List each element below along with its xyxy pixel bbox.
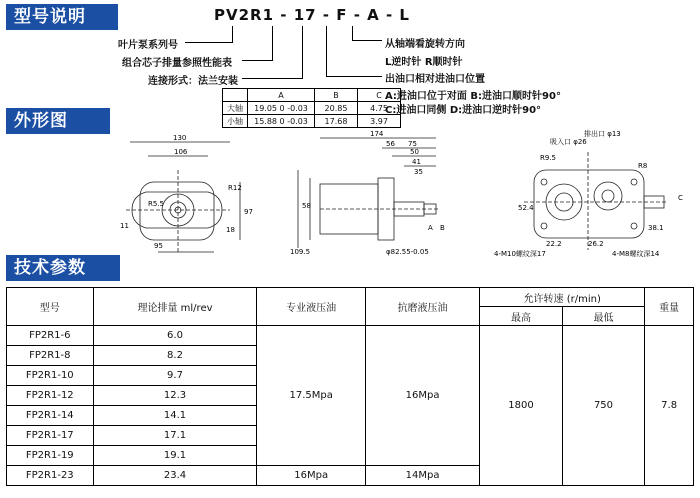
label-rotation-options: L逆时针 R顺时针: [385, 57, 463, 68]
dim-label: R5.5: [148, 200, 164, 208]
dim-label: R9.5: [540, 154, 556, 162]
header-speed-max: 最高: [480, 307, 563, 326]
dim-label: 174: [370, 130, 384, 138]
leader-line: [242, 78, 303, 79]
label-connection: 连接形式：法兰安装: [148, 76, 238, 87]
header-speed-min: 最低: [562, 307, 644, 326]
dim-label: 52.4: [518, 204, 534, 212]
label-displacement: 组合芯子排量参照性能表: [122, 58, 232, 69]
cell-speed-max: 1800: [480, 326, 563, 486]
cell-model: FP2R1-17: [7, 426, 94, 446]
dim-label: 58: [302, 202, 311, 210]
dim-label: 106: [174, 148, 188, 156]
dim-label: 吸入口 φ26: [550, 138, 587, 146]
dim-label: 排出口 φ13: [584, 130, 621, 138]
label-rotation: 从轴端看旋转方向: [385, 39, 465, 50]
cell-model: FP2R1-23: [7, 466, 94, 486]
header-model: 型号: [7, 288, 94, 326]
label-port-position: 出油口相对进油口位置: [385, 74, 485, 85]
dim-label: R8: [638, 162, 648, 170]
cell-pressure-wear-last: 14Mpa: [365, 466, 479, 486]
cell-model: FP2R1-14: [7, 406, 94, 426]
dim-label: 26.2: [588, 240, 604, 248]
cell-displacement: 17.1: [93, 426, 257, 446]
dim-header: B: [315, 89, 358, 102]
label-series: 叶片泵系列号: [118, 40, 178, 51]
dim-label: 95: [154, 242, 163, 250]
dim-label: 50: [410, 148, 419, 156]
cell-model: FP2R1-12: [7, 386, 94, 406]
side-view-drawing: [290, 130, 460, 260]
leader-line: [302, 26, 303, 78]
dim-cell: 20.85: [315, 102, 358, 115]
front-view-drawing: [118, 130, 258, 260]
dim-label: 11: [120, 222, 129, 230]
dim-cell: 17.68: [315, 115, 358, 128]
leader-line: [326, 76, 382, 77]
label-port-a-b: A:进油口位于对面 B:进油口顺时针90°: [385, 91, 561, 102]
dim-cell: 3.97: [358, 115, 401, 128]
header-displacement: 理论排量 ml/rev: [93, 288, 257, 326]
cell-pressure-wear: 16Mpa: [365, 326, 479, 466]
dim-label: C: [678, 194, 683, 202]
dim-label: 4-M8螺纹深14: [612, 250, 660, 258]
cell-pressure-pro: 17.5Mpa: [257, 326, 365, 466]
dim-label: R12: [228, 184, 242, 192]
dim-row-name: 大轴: [223, 102, 248, 115]
leader-line: [185, 42, 233, 43]
spec-table: [6, 287, 694, 486]
cell-displacement: 6.0: [93, 326, 257, 346]
header-oil-wear: 抗磨液压油: [365, 288, 479, 326]
leader-line: [326, 26, 327, 76]
dim-label: 75: [408, 140, 417, 148]
cell-model: FP2R1-8: [7, 346, 94, 366]
section-title-specs: 技术参数: [6, 255, 120, 281]
dim-label: 109.5: [290, 248, 311, 256]
dim-cell: 19.05 0 -0.03: [248, 102, 315, 115]
dim-label: B: [440, 224, 445, 232]
dim-label: 97: [244, 208, 253, 216]
rear-view-drawing: [488, 130, 696, 260]
dim-label: A: [428, 224, 433, 232]
model-code: PV2R1 - 17 - F - A - L: [214, 6, 410, 24]
section-title-outline: 外形图: [6, 108, 110, 134]
dim-label: 41: [412, 158, 421, 166]
header-speed: 允许转速 (r/min): [480, 288, 645, 307]
dim-cell: 15.88 0 -0.03: [248, 115, 315, 128]
dim-cell: 4.75: [358, 102, 401, 115]
dim-label: 38.1: [648, 224, 664, 232]
header-weight: 重量: [645, 288, 694, 326]
dim-header: A: [248, 89, 315, 102]
dim-label: 130: [173, 134, 187, 142]
cell-displacement: 8.2: [93, 346, 257, 366]
cell-displacement: 12.3: [93, 386, 257, 406]
cell-model: FP2R1-19: [7, 446, 94, 466]
cell-displacement: 19.1: [93, 446, 257, 466]
shaft-dim-table: [222, 88, 401, 128]
dim-header: C: [358, 89, 401, 102]
dim-row-name: 小轴: [223, 115, 248, 128]
dim-label: φ82.55-0.05: [386, 248, 429, 256]
leader-line: [352, 40, 382, 41]
leader-line: [272, 26, 273, 60]
dim-header: [223, 89, 248, 102]
label-port-c-d: C:进油口同侧 D:进油口逆时针90°: [385, 105, 542, 116]
cell-model: FP2R1-6: [7, 326, 94, 346]
cell-speed-min: 750: [562, 326, 644, 486]
section-title-model: 型号说明: [6, 4, 118, 30]
cell-displacement: 14.1: [93, 406, 257, 426]
cell-pressure-pro-last: 16Mpa: [257, 466, 365, 486]
dim-label: 4-M10螺纹深17: [494, 250, 546, 258]
dim-label: 18: [226, 226, 235, 234]
cell-displacement: 9.7: [93, 366, 257, 386]
dim-label: 56: [386, 140, 395, 148]
header-oil-pro: 专业液压油: [257, 288, 365, 326]
cell-model: FP2R1-10: [7, 366, 94, 386]
leader-line: [242, 60, 273, 61]
dim-label: 22.2: [546, 240, 562, 248]
leader-line: [232, 26, 233, 42]
leader-line: [352, 26, 353, 40]
cell-displacement: 23.4: [93, 466, 257, 486]
dim-label: 35: [414, 168, 423, 176]
cell-weight: 7.8: [645, 326, 694, 486]
